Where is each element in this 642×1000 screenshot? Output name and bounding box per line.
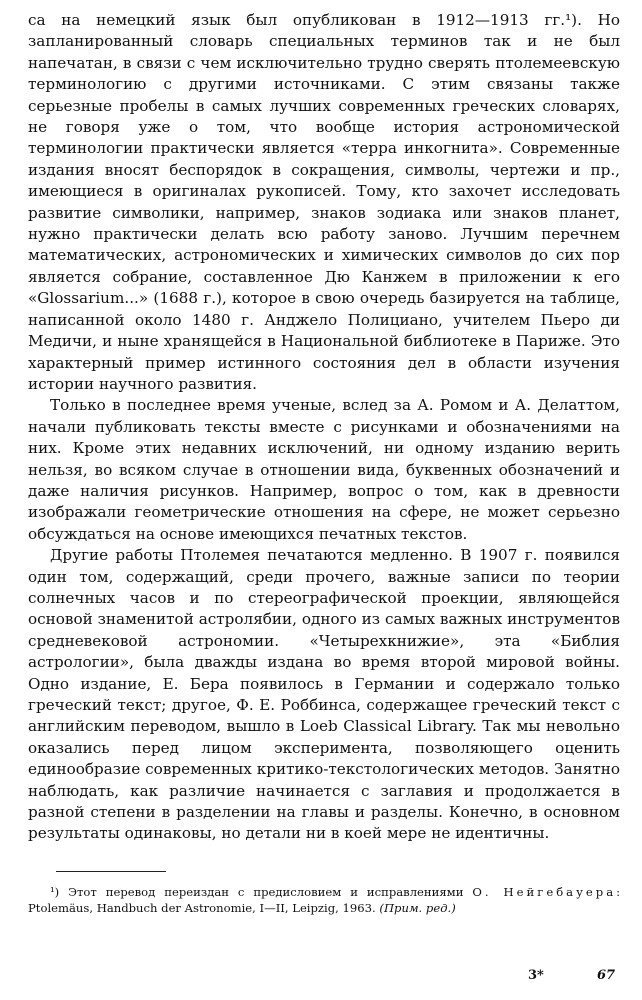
printer-signature: 3* bbox=[528, 968, 544, 983]
page-number: 67 bbox=[597, 968, 616, 983]
main-text bbox=[28, 10, 620, 845]
footnote-marker: ¹) bbox=[50, 884, 60, 899]
page-footer bbox=[0, 968, 642, 988]
editor-note: (Прим. ред.) bbox=[379, 900, 456, 915]
paragraph: Только в последнее время ученые, вслед за А. Ромом и А. Делаттом, начали публиковать тексты вместе с рисунками и обозначениями на них. Кроме этих недавних исключений, ни одному изданию верить нельзя, во всяком случае в отношении вида, буквенных обозначений и даже наличия рисунков. Например, вопрос о том, как в древности изображали геометрические отношения на сфере, не может серьезно обсуждаться на основе имеющихся печатных текстов. bbox=[28, 396, 620, 543]
footnote-separator bbox=[56, 871, 166, 872]
footnote-reference: : Ptolemäus, Handbuch der Astronomie, I—II, Leipzig, 1963. bbox=[28, 884, 621, 915]
paragraph: Другие работы Птолемея печатаются медленно. В 1907 г. появился один том, содержащий, среди прочего, важные записи по теории солнечных часов и по стереографической проекции, являющейся основой знаменитой астролябии, одного из самых важных инструментов средневековой астрономии. «Четырехкнижие», эта «Библия астрологии», была дважды издана во время второй мировой войны. Одно издание, Е. Бера появилось в Германии и содержало только греческий текст; другое, Ф. Е. Роббинса, содержащее греческий текст с английским переводом, вышло в Loeb Classical Library. Так мы невольно оказались перед лицом эксперимента, позволяющего оценить единообразие современных критико-текстологических методов. Занятно наблюдать, как различие начинается с заглавия и продолжается в разной степени в разделении на главы и разделы. Конечно, в основном результаты одинаковы, но детали ни в коей мере не идентичны. bbox=[28, 546, 620, 843]
footnote-author: О. Нейгебауера bbox=[472, 884, 617, 899]
footnote bbox=[28, 884, 620, 916]
footnote-text: Этот перевод переиздан с предисловием и исправлениями bbox=[68, 884, 464, 899]
paragraph-continuation: са на немецкий язык был опубликован в 1912—1913 гг.¹). Но запланированный словарь специальных терминов так и не был напечатан, в связи с чем исключительно трудно сверять птолемеевскую терминологию с другими источниками. С этим связаны также серьезные пробелы в самых лучших современных греческих словарях, не говоря уже о том, что вообще история астрономической терминологии практически является «терра инкогнита». Современные издания вносят беспорядок в сокращения, символы, чертежи и пр., имеющиеся в оригиналах рукописей. Тому, кто захочет исследовать развитие символики, например, знаков зодиака или знаков планет, нужно практически делать всю работу заново. Лучшим перечнем математических, астрономических и химических символов до сих пор является собрание, составленное Дю Канжем в приложении к его «Glossarium...» (1688 г.), которое в свою очередь базируется на таблице, написанной около 1480 г. Анджело Полициано, учителем Пьеро ди Медичи, и ныне хранящейся в Национальной библиотеке в Париже. Это характерный пример истинного состояния дел в области изучения истории научного развития. bbox=[28, 11, 620, 393]
